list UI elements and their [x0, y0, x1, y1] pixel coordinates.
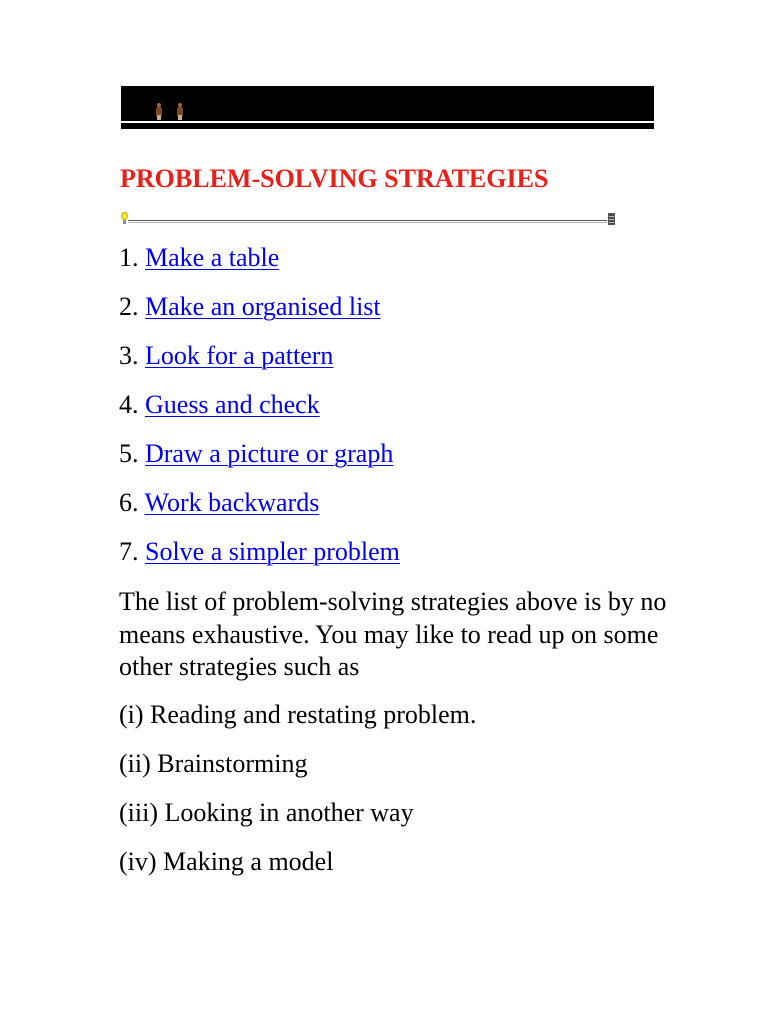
scroll-end-icon [608, 213, 615, 225]
header-banner [121, 86, 654, 129]
strategy-item [119, 439, 400, 488]
strategy-number: 1. [119, 243, 139, 272]
strategy-link-guess-and-check[interactable]: Guess and check [145, 390, 320, 419]
intro-paragraph: The list of problem-solving strategies above is by no means exhaustive. You may like to read up on some other strategies such as [119, 587, 667, 681]
strategy-link-look-for-pattern[interactable]: Look for a pattern [145, 341, 334, 370]
strategy-list [119, 243, 400, 586]
other-strategy-item: (ii) Brainstorming [119, 749, 308, 778]
rider-figure-icon [155, 103, 163, 120]
page-title: PROBLEM-SOLVING STRATEGIES [120, 164, 549, 193]
other-strategy-item: (i) Reading and restating problem. [119, 700, 477, 729]
light-bulb-base [123, 220, 126, 224]
strategy-item [119, 292, 400, 341]
strategy-link-make-a-table[interactable]: Make a table [145, 243, 280, 272]
strategy-link-organised-list[interactable]: Make an organised list [145, 292, 381, 321]
strategy-item [119, 390, 400, 439]
strategy-item [119, 341, 400, 390]
other-strategies-list [119, 700, 476, 896]
strategy-number: 2. [119, 292, 139, 321]
strategy-item [119, 537, 400, 586]
strategy-number: 6. [119, 488, 139, 517]
strategy-number: 5. [119, 439, 139, 468]
divider-line-shadow [128, 222, 607, 223]
strategy-link-simpler-problem[interactable]: Solve a simpler problem [145, 537, 400, 566]
light-bulb-icon [121, 212, 128, 220]
strategy-item [119, 488, 400, 537]
strategy-number: 3. [119, 341, 139, 370]
strategy-item [119, 243, 400, 292]
strategy-number: 4. [119, 390, 139, 419]
strategy-number: 7. [119, 537, 139, 566]
banner-rule [121, 121, 654, 123]
other-strategy-item: (iv) Making a model [119, 847, 334, 876]
decorative-divider [121, 212, 615, 226]
rider-figure-icon [176, 103, 184, 120]
strategy-link-draw-picture[interactable]: Draw a picture or graph [145, 439, 394, 468]
divider-line [128, 220, 607, 221]
strategy-link-work-backwards[interactable]: Work backwards [144, 488, 320, 517]
other-strategy-item: (iii) Looking in another way [119, 798, 414, 827]
